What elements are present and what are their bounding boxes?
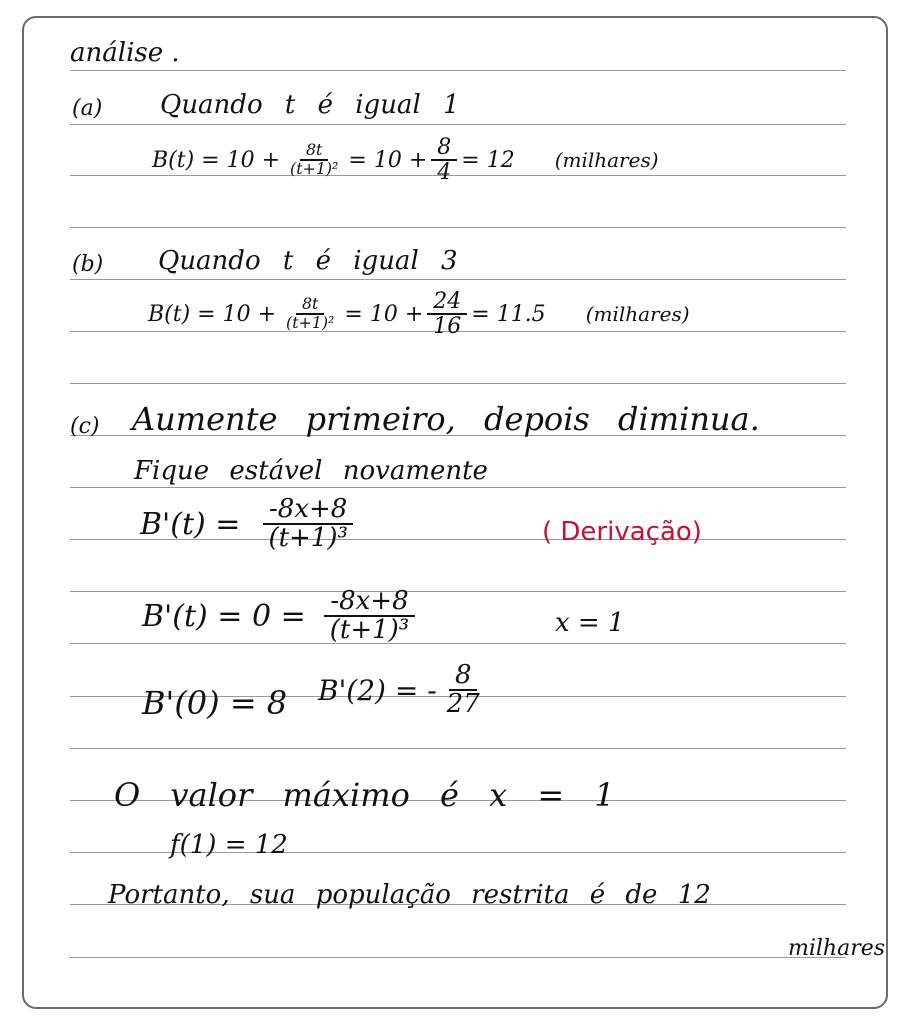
part-b-equation [148,290,690,338]
part-b-intro: Quando t é igual 3 [158,246,458,276]
derivation-note: ( Derivação) [542,517,702,547]
zero-lhs: B'(t) = 0 = [142,598,306,634]
heading: análise . [70,38,180,68]
part-b-fraction-2 [427,290,467,338]
part-c-line2: Fique estável novamente [134,456,488,486]
part-a-result: = 12 [461,147,515,173]
part-a-frac1-numerator: 8t [300,142,328,161]
eval-at-two-lhs: B'(2) = - [318,673,437,707]
conclusion-unit: milhares [788,936,886,961]
part-a-lhs: B(t) = 10 + [152,147,281,173]
part-b-result: = 11.5 [471,301,546,327]
part-b-lhs: B(t) = 10 + [148,301,277,327]
part-a-frac1-denominator: (t+1)² [290,159,339,179]
derivative-denominator: (t+1)³ [268,523,348,554]
part-b-frac2-numerator: 24 [427,290,467,315]
part-b-frac1-denominator: (t+1)² [286,313,335,333]
conclusion-line: Portanto, sua população restrita é de 12 [108,880,711,910]
part-b-frac2-denominator: 16 [433,314,462,340]
eval-at-zero: B'(0) = 8 [142,684,288,722]
part-b-label: (b) [72,252,104,277]
part-a-equation [152,136,659,184]
part-c-label: (c) [70,414,100,439]
part-a-fraction-2 [431,136,457,184]
derivative-fraction [262,496,354,553]
part-a-mid: = 10 + [348,147,428,173]
part-a-intro: Quando t é igual 1 [160,90,460,120]
eval-at-two-numerator: 8 [449,662,478,691]
zero-fraction [324,588,416,645]
part-c-line1: Aumente primeiro, depois diminua. [132,400,760,438]
part-b-frac1-numerator: 8t [296,296,324,315]
zero-equation [142,588,419,645]
max-value-line: O valor máximo é x = 1 [114,776,615,814]
derivative-lhs: B'(t) = [140,506,241,542]
eval-at-two [318,662,490,719]
part-a-frac2-denominator: 4 [437,160,452,186]
zero-numerator: -8x+8 [324,588,414,617]
f-value-line: f(1) = 12 [170,830,288,860]
part-a-fraction-1 [284,142,344,177]
eval-at-two-fraction [441,662,486,719]
zero-denominator: (t+1)³ [329,615,410,646]
part-b-fraction-1 [280,296,340,331]
part-b-unit: (milhares) [585,302,690,327]
part-a-frac2-numerator: 8 [431,136,457,161]
derivative-equation [140,496,358,553]
eval-at-two-denominator: 27 [446,689,480,720]
part-a-unit: (milhares) [554,148,659,173]
zero-solution: x = 1 [555,608,625,638]
derivative-numerator: -8x+8 [263,496,353,525]
part-a-label: (a) [72,96,103,121]
part-b-mid: = 10 + [344,301,424,327]
